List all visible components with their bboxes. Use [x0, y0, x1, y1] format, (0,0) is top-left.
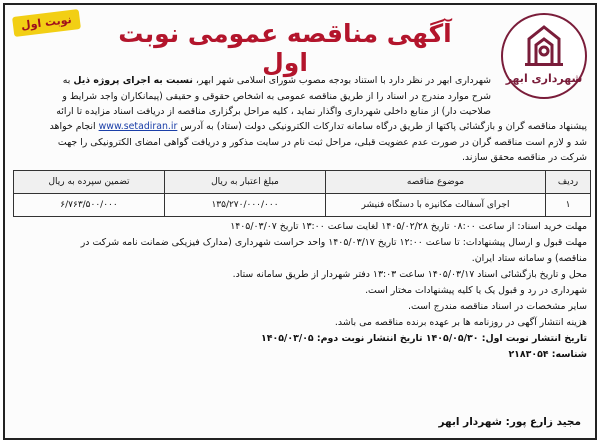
logo-caption: شهرداری ابهر: [505, 72, 583, 85]
table-row: [14, 194, 591, 217]
first-round-badge: نوبت اول: [12, 9, 81, 37]
cell-subject: اجرای آسفالت مکانیزه با دستگاه فنیشر: [326, 194, 546, 217]
notice-id: شناسه: ۲۱۸۳۰۵۴: [508, 349, 587, 360]
municipality-logo: [501, 13, 587, 99]
detail-line: مهلت قبول و ارسال پیشنهادات: تا ساعت ۱۲:۰۰ تاریخ ۱۴۰۵/۰۳/۱۷ واحد حراست شهرداری (مدارک فیزیکی ضمانت نامه شرکت در: [80, 237, 587, 248]
table-header-row: [14, 171, 591, 194]
intro-line-1: [13, 73, 491, 89]
header-subject: موضوع مناقصه: [326, 171, 546, 194]
detail-line: هزینه انتشار آگهی در روزنامه ها بر عهده برنده مناقصه می باشد.: [334, 317, 587, 328]
notice-title: آگهی مناقصه عمومی نوبت اول: [118, 19, 452, 77]
intro-text: پیشنهاد مناقصه گران و بازگشائی پاکتها از طریق درگاه سامانه تدارکات الکترونیکی دولت (ستاد) به آدرس: [180, 121, 587, 132]
intro-line-4: [13, 119, 587, 135]
intro-text: شهرداری ابهر در نظر دارد با استناد بودجه مصوب شورای اسلامی شهر ابهر،: [192, 75, 491, 86]
detail-line: سایر مشخصات در اسناد مناقصه مندرج است.: [408, 301, 587, 312]
intro-text: انجام خواهد: [49, 121, 96, 132]
tender-notice: [3, 3, 597, 440]
cell-guarantee: ۶/۷۶۳/۵۰۰/۰۰۰: [14, 194, 165, 217]
intro-line-3: صلاحیت دار) از منابع داخلی شهرداری واگذار نماید ، کلیه مراحل برگزاری مناقصه از دریافت اسناد مزایده تا ارائه: [56, 106, 491, 117]
header-budget: مبلغ اعتبار به ریال: [165, 171, 326, 194]
intro-text: به: [62, 75, 74, 86]
detail-line: مناقصه) و سامانه ستاد ایران.: [471, 253, 587, 264]
intro-line-6: شرکت در مناقصه محقق سازند.: [461, 152, 587, 163]
detail-line: شهرداری در رد و قبول یک یا کلیه پیشنهادات مختار است.: [365, 285, 587, 296]
detail-line: مهلت خرید اسناد: از ساعت ۰۸:۰۰ تاریخ ۱۴۰۵/۰۲/۲۸ لغایت ساعت ۱۳:۰۰ تاریخ ۱۴۰۵/۰۳/۰۷: [230, 221, 587, 232]
intro-paragraph: [13, 73, 491, 120]
tender-table: [13, 170, 591, 217]
mayor-signature: مجید زارع پور: شهردار ابهر: [438, 416, 581, 428]
publish-dates: تاریخ انتشار نوبت اول: ۱۴۰۵/۰۵/۳۰ تاریخ انتشار نوبت دوم: ۱۴۰۵/۰۳/۰۵: [261, 333, 587, 344]
intro-line-5: شد و لازم است مناقصه گران در صورت عدم عضویت قبلی، مراحل ثبت نام در سایت مذکور و دریافت گواهی امضای الکترونیکی را جهت: [57, 136, 587, 148]
intro-line-2: شرح موارد مندرج در اسناد را از طریق مناقصه عمومی به اشخاص حقوقی و حقیقی (پیمانکاران واجد شرایط و: [62, 90, 491, 102]
cell-row-number: ۱: [546, 194, 591, 217]
project-emphasis: نسبت به اجرای پروژه ذیل: [73, 75, 193, 86]
header-row-number: ردیف: [546, 171, 591, 194]
intro-continuation: [13, 119, 587, 166]
detail-line: محل و تاریخ بازگشائی اسناد ۱۴۰۵/۰۳/۱۷ ساعت ۱۳:۰۳ دفتر شهردار از طریق سامانه ستاد.: [232, 269, 587, 280]
header-guarantee: تضمین سپرده به ریال: [14, 171, 165, 194]
cell-budget: ۱۳۵/۲۷۰/۰۰۰/۰۰۰: [165, 194, 326, 217]
tender-details: [13, 219, 587, 363]
setadiran-link[interactable]: www.setadiran.ir: [98, 121, 178, 132]
